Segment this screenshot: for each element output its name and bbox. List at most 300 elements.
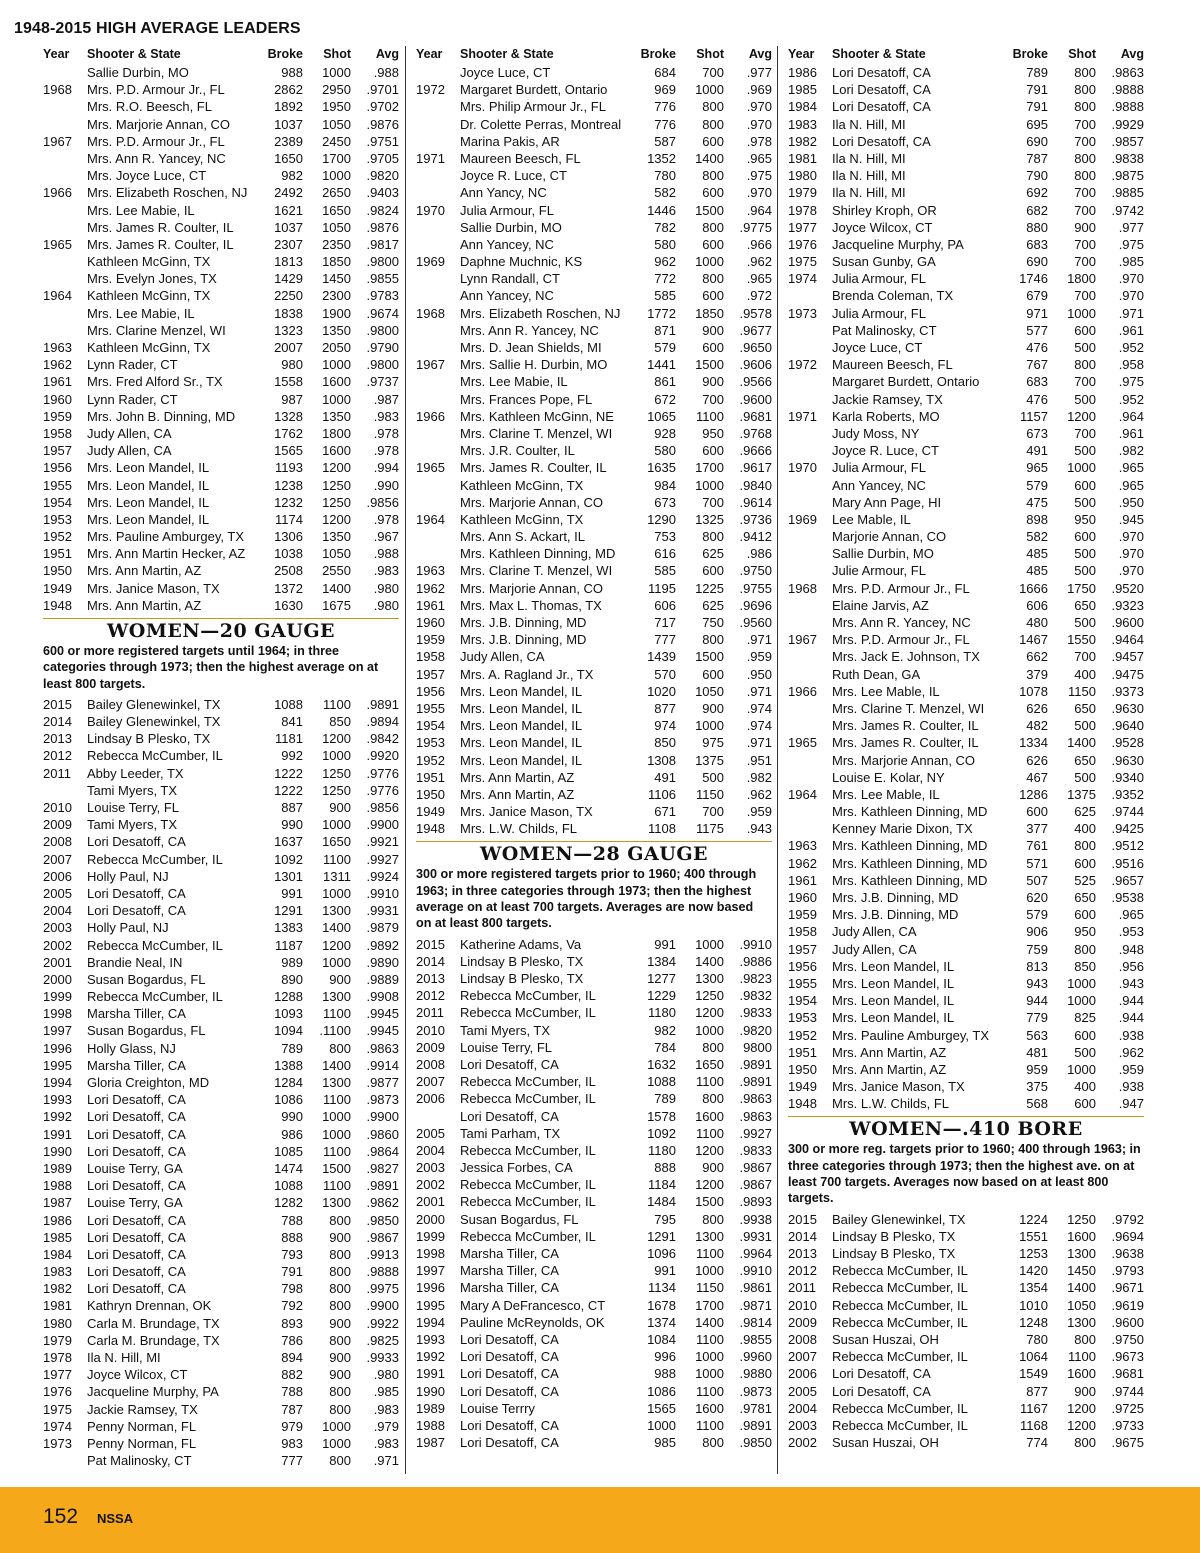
cell-year bbox=[43, 270, 87, 287]
cell-shot: 1950 bbox=[322, 99, 351, 115]
cell-shot: 600 bbox=[1074, 1096, 1096, 1112]
cell-avg: .9323 bbox=[1111, 597, 1144, 613]
table-row bbox=[43, 816, 399, 833]
cell-name: Ila N. Hill, MI bbox=[832, 150, 906, 166]
cell-name: Lori Desatoff, CA bbox=[87, 1143, 186, 1159]
cell-shot: 1100 bbox=[323, 1143, 351, 1159]
cell-year: 1995 bbox=[416, 1297, 445, 1313]
table-row bbox=[43, 442, 399, 459]
cell-broke: 563 bbox=[1026, 1027, 1048, 1043]
cell-name: Rebecca McCumber, IL bbox=[832, 1263, 968, 1279]
cell-avg: .9855 bbox=[366, 271, 399, 287]
table-row bbox=[43, 477, 399, 494]
cell-broke: 673 bbox=[1026, 425, 1048, 441]
cell-name: Mrs. Clarine T. Menzel, WI bbox=[832, 700, 985, 716]
table-row bbox=[788, 631, 1144, 648]
cell-broke: 789 bbox=[1026, 65, 1048, 80]
cell-year: 2007 bbox=[788, 1349, 817, 1365]
cell-broke: 1306 bbox=[274, 529, 303, 545]
cell-name: Lori Desatoff, CA bbox=[87, 1126, 186, 1142]
table-row bbox=[416, 133, 772, 150]
header-shot: Shot bbox=[323, 47, 351, 61]
cell-shot: 1100 bbox=[696, 1331, 724, 1347]
cell-year: 1990 bbox=[416, 1383, 445, 1399]
cell-broke: 690 bbox=[1026, 254, 1048, 270]
cell-year: 1959 bbox=[788, 907, 817, 923]
cell-shot: 1800 bbox=[322, 425, 351, 441]
header-year: Year bbox=[43, 47, 70, 61]
table-row bbox=[788, 219, 1144, 236]
cell-year: 1953 bbox=[43, 511, 72, 527]
cell-avg: .9920 bbox=[366, 748, 399, 764]
cell-avg: .9863 bbox=[739, 1091, 772, 1107]
table-row bbox=[788, 923, 1144, 940]
cell-name: Mrs. Marjorie Annan, CO bbox=[832, 752, 976, 768]
cell-name: Lori Desatoff, CA bbox=[832, 133, 931, 149]
cell-avg: .9674 bbox=[366, 305, 399, 321]
cell-year: 2014 bbox=[788, 1228, 817, 1244]
cell-shot: 1200 bbox=[695, 1142, 724, 1158]
cell-name: Lori Desatoff, CA bbox=[460, 1331, 559, 1347]
cell-name: Lori Desatoff, CA bbox=[87, 1229, 186, 1245]
cell-shot: 800 bbox=[702, 271, 724, 287]
cell-avg: .9876 bbox=[366, 116, 399, 132]
cell-shot: 900 bbox=[1074, 219, 1096, 235]
cell-broke: 1277 bbox=[647, 971, 676, 986]
cell-shot: 400 bbox=[1074, 1079, 1096, 1095]
cell-broke: 1088 bbox=[647, 1074, 676, 1090]
cell-broke: 1388 bbox=[274, 1057, 303, 1073]
cell-name: Tami Myers, TX bbox=[460, 1022, 551, 1038]
cell-shot: 2550 bbox=[322, 563, 351, 579]
cell-year: 1963 bbox=[788, 838, 817, 854]
table-row bbox=[416, 1228, 772, 1245]
cell-avg: .9856 bbox=[366, 800, 399, 816]
footer-bar bbox=[0, 1487, 1200, 1553]
cell-shot: 1100 bbox=[696, 1417, 724, 1433]
cell-year bbox=[43, 116, 87, 133]
table-row bbox=[43, 1349, 399, 1366]
cell-year bbox=[416, 373, 460, 390]
cell-year: 1985 bbox=[43, 1229, 72, 1245]
table-row bbox=[43, 511, 399, 528]
cell-name: Mrs. P.D. Armour Jr., FL bbox=[87, 133, 225, 149]
cell-broke: 928 bbox=[654, 425, 676, 441]
cell-name: Mrs. Kathleen Dinning, MD bbox=[832, 872, 988, 888]
cell-shot: 900 bbox=[329, 1350, 351, 1366]
cell-name: Rebecca McCumber, IL bbox=[832, 1280, 968, 1296]
cell-year: 1948 bbox=[788, 1096, 817, 1112]
table-row bbox=[43, 1194, 399, 1211]
cell-year bbox=[788, 666, 832, 683]
cell-name: Holly Glass, NJ bbox=[87, 1040, 176, 1056]
cell-year: 1954 bbox=[788, 993, 817, 1009]
cell-shot: 2300 bbox=[322, 288, 351, 304]
cell-year: 1993 bbox=[416, 1331, 445, 1347]
cell-year: 2000 bbox=[43, 971, 72, 987]
cell-shot: 1325 bbox=[695, 511, 724, 527]
table-row bbox=[788, 1095, 1144, 1112]
table-row bbox=[43, 425, 399, 442]
cell-avg: .967 bbox=[373, 529, 399, 545]
table-row bbox=[416, 322, 772, 339]
cell-avg: .9793 bbox=[1111, 1263, 1144, 1279]
cell-broke: 1065 bbox=[647, 408, 676, 424]
cell-avg: .965 bbox=[746, 271, 772, 287]
cell-name: Mrs. Clarine T. Menzel, WI bbox=[460, 563, 613, 579]
cell-avg: .948 bbox=[1118, 941, 1144, 957]
cell-name: Mrs. Clarine Menzel, WI bbox=[87, 322, 226, 338]
cell-year bbox=[788, 322, 832, 339]
cell-broke: 1666 bbox=[1019, 580, 1048, 596]
cell-shot: 1100 bbox=[323, 851, 351, 867]
cell-broke: 717 bbox=[654, 615, 676, 630]
cell-name: Lori Desatoff, CA bbox=[460, 1108, 559, 1124]
cell-name: Gloria Creighton, MD bbox=[87, 1075, 210, 1091]
cell-broke: 983 bbox=[281, 1435, 303, 1451]
table-row bbox=[43, 287, 399, 304]
cell-name: Lindsay B Plesko, TX bbox=[832, 1246, 956, 1261]
table-row bbox=[43, 98, 399, 115]
cell-broke: 1323 bbox=[274, 322, 303, 338]
cell-broke: 1892 bbox=[274, 99, 303, 115]
cell-year: 2003 bbox=[416, 1160, 445, 1176]
cell-name: Louise E. Kolar, NY bbox=[832, 769, 945, 785]
table-row bbox=[43, 954, 399, 971]
cell-year: 1989 bbox=[43, 1160, 72, 1176]
table-row bbox=[416, 597, 772, 614]
cell-year bbox=[788, 339, 832, 356]
table-row bbox=[788, 889, 1144, 906]
cell-broke: 480 bbox=[1026, 615, 1048, 630]
cell-name: Mrs. Leon Mandel, IL bbox=[460, 700, 583, 716]
cell-broke: 2250 bbox=[274, 288, 303, 304]
section-description: 300 or more registered targets prior to 1960; 400 through 1963; in three categories through 1973; then the highest average on at least 700 targets. Averages are now based on at least 800 targets. bbox=[416, 867, 757, 931]
cell-year: 1956 bbox=[416, 683, 445, 699]
cell-avg: .9681 bbox=[1111, 1366, 1144, 1382]
cell-broke: 1420 bbox=[1019, 1263, 1048, 1279]
cell-avg: .9910 bbox=[739, 1263, 772, 1279]
cell-shot: 1100 bbox=[696, 1383, 724, 1399]
cell-year bbox=[43, 167, 87, 184]
cell-avg: .9516 bbox=[1111, 855, 1144, 871]
cell-avg: .9924 bbox=[366, 868, 399, 884]
cell-avg: .9792 bbox=[1111, 1211, 1144, 1227]
cell-avg: .9820 bbox=[739, 1022, 772, 1038]
cell-shot: 800 bbox=[702, 116, 724, 132]
cell-shot: 1400 bbox=[1067, 1280, 1096, 1296]
cell-broke: 1195 bbox=[648, 580, 676, 596]
header-avg: Avg bbox=[1120, 47, 1144, 61]
cell-year: 1990 bbox=[43, 1143, 72, 1159]
table-row bbox=[416, 648, 772, 665]
cell-broke: 1354 bbox=[1019, 1280, 1048, 1296]
cell-name: Mrs. Ann Martin, AZ bbox=[460, 786, 575, 802]
header-avg: Avg bbox=[375, 47, 399, 61]
cell-year: 1958 bbox=[788, 924, 817, 940]
cell-broke: 774 bbox=[1026, 1435, 1048, 1451]
cell-name: Sallie Durbin, MO bbox=[87, 65, 189, 80]
cell-avg: .9910 bbox=[739, 936, 772, 952]
cell-avg: .962 bbox=[746, 254, 772, 270]
cell-year bbox=[43, 98, 87, 115]
cell-avg: .9931 bbox=[366, 903, 399, 919]
cell-year: 2013 bbox=[416, 971, 445, 986]
cell-shot: 500 bbox=[1074, 615, 1096, 630]
cell-name: Mrs. Ann R. Yancey, NC bbox=[460, 322, 599, 338]
cell-avg: .978 bbox=[373, 425, 399, 441]
cell-broke: 777 bbox=[654, 632, 676, 648]
table-row bbox=[416, 253, 772, 270]
cell-avg: .988 bbox=[373, 546, 399, 562]
cell-shot: 1150 bbox=[696, 786, 724, 802]
cell-avg: .9885 bbox=[1111, 185, 1144, 201]
cell-shot: 650 bbox=[1074, 597, 1096, 613]
cell-shot: 1150 bbox=[696, 1280, 724, 1296]
cell-broke: 779 bbox=[1026, 1010, 1048, 1026]
cell-broke: 1000 bbox=[647, 1417, 676, 1433]
cell-shot: 850 bbox=[329, 714, 351, 730]
cell-name: Katherine Adams, Va bbox=[460, 936, 582, 952]
cell-avg: .962 bbox=[746, 786, 772, 802]
cell-year bbox=[788, 700, 832, 717]
cell-name: Marsha Tiller, CA bbox=[87, 1057, 186, 1073]
cell-avg: .964 bbox=[746, 202, 772, 218]
cell-broke: 1565 bbox=[274, 443, 303, 459]
cell-shot: 625 bbox=[702, 597, 724, 613]
cell-broke: 1308 bbox=[647, 752, 676, 768]
cell-shot: 400 bbox=[1074, 821, 1096, 837]
cell-year: 1984 bbox=[43, 1246, 72, 1262]
cell-year: 1986 bbox=[43, 1212, 72, 1228]
table-row bbox=[43, 133, 399, 150]
cell-avg: .9833 bbox=[739, 1005, 772, 1021]
table-row bbox=[788, 820, 1144, 837]
table-row bbox=[788, 562, 1144, 579]
cell-avg: .9825 bbox=[366, 1332, 399, 1348]
cell-year: 1967 bbox=[43, 133, 72, 149]
cell-avg: .9520 bbox=[1111, 580, 1144, 596]
table-row bbox=[416, 580, 772, 597]
cell-name: Lindsay B Plesko, TX bbox=[832, 1228, 956, 1244]
table-row bbox=[416, 116, 772, 133]
cell-broke: 1290 bbox=[647, 511, 676, 527]
cell-year: 2009 bbox=[416, 1039, 445, 1055]
table-row bbox=[788, 1434, 1144, 1451]
cell-avg: .971 bbox=[746, 735, 772, 751]
cell-avg: .962 bbox=[1118, 1044, 1144, 1060]
cell-broke: 1248 bbox=[1019, 1314, 1048, 1330]
cell-broke: 791 bbox=[1026, 99, 1048, 115]
table-row bbox=[416, 1365, 772, 1382]
cell-shot: 600 bbox=[1074, 477, 1096, 493]
cell-year: 2010 bbox=[788, 1297, 817, 1313]
table-row bbox=[43, 1246, 399, 1263]
cell-broke: 481 bbox=[1026, 1044, 1048, 1060]
cell-year: 1957 bbox=[788, 941, 817, 957]
cell-name: Mrs. D. Jean Shields, MI bbox=[460, 340, 602, 355]
table-row bbox=[788, 769, 1144, 786]
cell-shot: 1000 bbox=[1067, 1061, 1096, 1077]
cell-broke: 1078 bbox=[1019, 683, 1048, 699]
cell-name: Ann Yancey, NC bbox=[460, 236, 554, 252]
cell-year bbox=[788, 391, 832, 408]
cell-name: Rebecca McCumber, IL bbox=[460, 1005, 596, 1021]
cell-avg: .9412 bbox=[739, 529, 772, 545]
table-row bbox=[788, 1245, 1144, 1262]
cell-avg: .952 bbox=[1118, 391, 1144, 407]
table-row bbox=[43, 1005, 399, 1022]
cell-broke: 962 bbox=[654, 254, 676, 270]
cell-year: 2014 bbox=[43, 714, 72, 730]
cell-name: Holly Paul, NJ bbox=[87, 868, 169, 884]
cell-avg: .978 bbox=[373, 443, 399, 459]
cell-shot: 1450 bbox=[322, 271, 351, 287]
table-row bbox=[416, 953, 772, 970]
cell-name: Ann Yancy, NC bbox=[460, 185, 547, 201]
cell-shot: 1250 bbox=[322, 765, 351, 781]
cell-year: 1969 bbox=[416, 254, 445, 270]
table-row bbox=[788, 941, 1144, 958]
cell-broke: 606 bbox=[654, 597, 676, 613]
cell-shot: 1100 bbox=[696, 1074, 724, 1090]
cell-broke: 780 bbox=[654, 168, 676, 184]
cell-avg: .9900 bbox=[366, 1109, 399, 1125]
cell-shot: 950 bbox=[702, 425, 724, 441]
cell-name: Lynn Rader, CT bbox=[87, 391, 178, 407]
table-row bbox=[416, 1245, 772, 1262]
cell-broke: 1222 bbox=[274, 765, 303, 781]
cell-shot: 700 bbox=[702, 65, 724, 80]
table-row bbox=[43, 64, 399, 81]
cell-broke: 507 bbox=[1026, 872, 1048, 888]
cell-shot: 800 bbox=[702, 1091, 724, 1107]
cell-broke: 491 bbox=[654, 769, 676, 785]
cell-shot: 1250 bbox=[322, 782, 351, 798]
table-row bbox=[416, 459, 772, 476]
table-row bbox=[43, 1452, 399, 1469]
cell-shot: 2050 bbox=[322, 340, 351, 355]
cell-shot: 1300 bbox=[695, 971, 724, 986]
cell-avg: .9750 bbox=[739, 563, 772, 579]
cell-year: 1955 bbox=[788, 975, 817, 991]
cell-shot: 1300 bbox=[322, 1075, 351, 1091]
cell-name: Marjorie Annan, CO bbox=[832, 529, 947, 545]
cell-broke: 990 bbox=[281, 817, 303, 833]
cell-year bbox=[788, 528, 832, 545]
cell-name: Mrs. Ann S. Ackart, IL bbox=[460, 529, 585, 545]
cell-year: 1981 bbox=[43, 1298, 72, 1314]
cell-name: Ila N. Hill, MI bbox=[87, 1350, 161, 1366]
cell-name: Mrs. Jack E. Johnson, TX bbox=[832, 649, 980, 665]
cell-broke: 974 bbox=[654, 718, 676, 734]
cell-name: Mrs. P.D. Armour Jr., FL bbox=[87, 82, 225, 98]
cell-year: 1967 bbox=[788, 632, 817, 648]
table-row bbox=[43, 356, 399, 373]
cell-shot: 700 bbox=[702, 804, 724, 820]
table-row bbox=[43, 765, 399, 782]
cell-shot: 1150 bbox=[1068, 683, 1096, 699]
cell-avg: .975 bbox=[1118, 236, 1144, 252]
cell-year: 1968 bbox=[416, 305, 445, 321]
cell-avg: .9891 bbox=[739, 1074, 772, 1090]
cell-avg: .9600 bbox=[1111, 615, 1144, 630]
table-row bbox=[43, 833, 399, 850]
cell-name: Margaret Burdett, Ontario bbox=[832, 374, 980, 390]
table-row bbox=[416, 631, 772, 648]
table-row bbox=[416, 477, 772, 494]
cell-shot: 800 bbox=[329, 1281, 351, 1297]
cell-name: Ann Yancey, NC bbox=[832, 477, 926, 493]
cell-year: 2007 bbox=[43, 851, 72, 867]
cell-name: Mrs. James R. Coulter, IL bbox=[832, 735, 979, 751]
cell-avg: .9875 bbox=[1111, 168, 1144, 184]
cell-shot: 1300 bbox=[322, 989, 351, 1005]
cell-broke: 984 bbox=[654, 477, 676, 493]
cell-broke: 1558 bbox=[274, 374, 303, 390]
cell-name: Mrs. Leon Mandel, IL bbox=[87, 494, 210, 510]
cell-name: Joyce Luce, CT bbox=[460, 65, 551, 80]
cell-year bbox=[416, 270, 460, 287]
cell-broke: 690 bbox=[1026, 133, 1048, 149]
cell-shot: 1600 bbox=[695, 1108, 724, 1124]
cell-year: 2011 bbox=[416, 1005, 444, 1021]
cell-shot: 650 bbox=[1074, 752, 1096, 768]
cell-avg: .9630 bbox=[1111, 752, 1144, 768]
cell-name: Sallie Durbin, MO bbox=[832, 546, 934, 562]
cell-avg: .9862 bbox=[366, 1195, 399, 1211]
cell-shot: 1600 bbox=[322, 374, 351, 390]
table-row bbox=[43, 391, 399, 408]
cell-avg: .938 bbox=[1118, 1079, 1144, 1095]
table-row bbox=[43, 1297, 399, 1314]
table-row bbox=[416, 1279, 772, 1296]
cell-year bbox=[416, 236, 460, 253]
footer-brand: NSSA bbox=[97, 1511, 134, 1526]
cell-name: Kathleen McGinn, TX bbox=[460, 477, 584, 493]
cell-avg: .9900 bbox=[366, 817, 399, 833]
cell-avg: .971 bbox=[746, 632, 772, 648]
table-row bbox=[43, 713, 399, 730]
cell-shot: 1000 bbox=[322, 1109, 351, 1125]
cell-avg: .9850 bbox=[739, 1435, 772, 1451]
cell-shot: 950 bbox=[1074, 924, 1096, 940]
cell-shot: 1400 bbox=[695, 953, 724, 969]
cell-shot: 700 bbox=[1074, 133, 1096, 149]
cell-name: Lori Desatoff, CA bbox=[460, 1056, 559, 1072]
cell-name: Judy Moss, NY bbox=[832, 425, 920, 441]
cell-broke: 772 bbox=[654, 271, 676, 287]
table-row bbox=[416, 287, 772, 304]
cell-shot: 1100 bbox=[696, 1246, 724, 1261]
table-row bbox=[43, 1057, 399, 1074]
cell-name: Judy Allen, CA bbox=[832, 924, 917, 940]
cell-avg: .9900 bbox=[366, 1298, 399, 1314]
cell-year bbox=[43, 305, 87, 322]
cell-broke: 985 bbox=[654, 1435, 676, 1451]
cell-year: 1969 bbox=[788, 511, 817, 527]
cell-year: 1985 bbox=[788, 82, 817, 98]
cell-broke: 1134 bbox=[648, 1280, 676, 1296]
cell-broke: 1549 bbox=[1019, 1366, 1048, 1382]
table-row bbox=[43, 919, 399, 936]
table-row bbox=[788, 356, 1144, 373]
cell-avg: .9352 bbox=[1111, 786, 1144, 802]
cell-year: 1997 bbox=[43, 1023, 72, 1039]
cell-avg: .970 bbox=[1118, 546, 1144, 562]
cell-year: 1979 bbox=[43, 1332, 72, 1348]
table-row bbox=[788, 855, 1144, 872]
